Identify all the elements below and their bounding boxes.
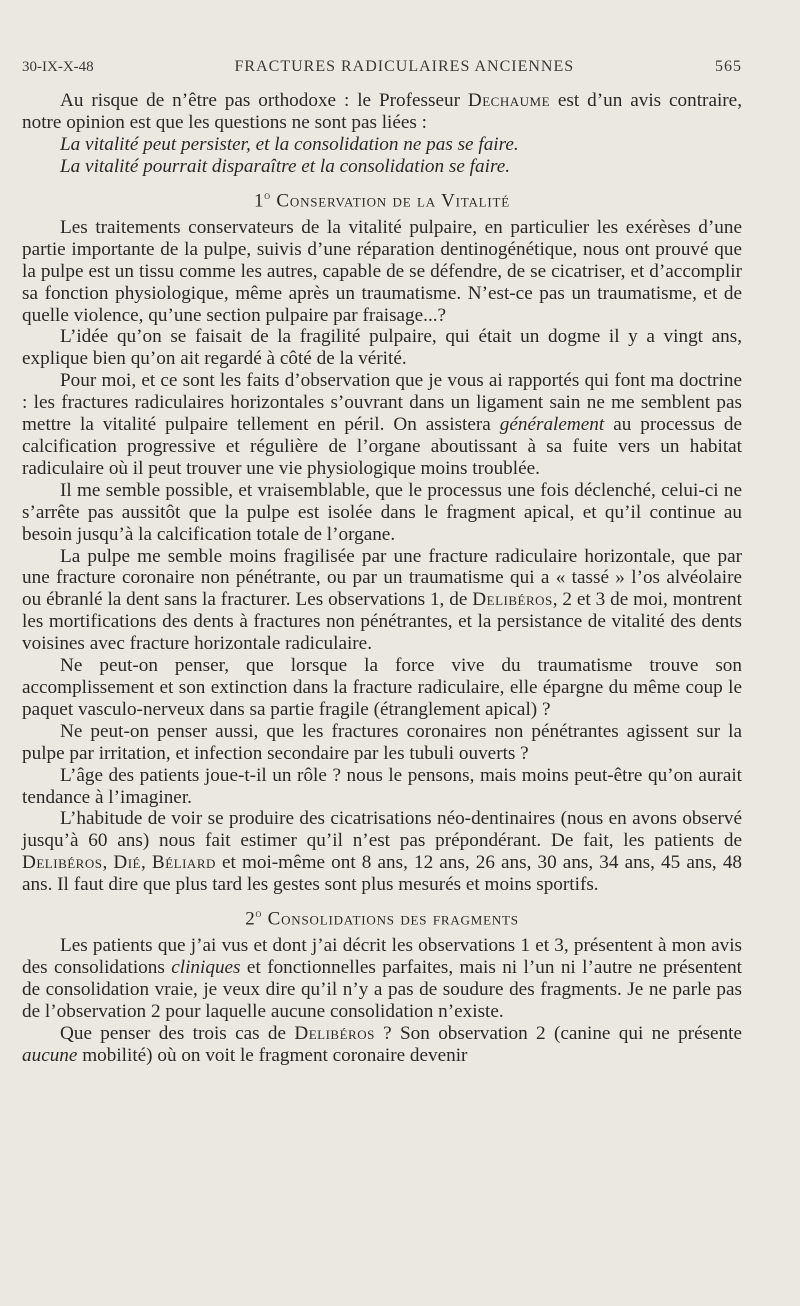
paragraph: Il me semble possible, et vraisemblable, que le processus une fois déclenché, celui-ci ne s’arrête pas aussitôt que la pulpe est isolée dans le fragment apical, et qu’il continue au besoin jusqu’à la calcification totale de l’organe. xyxy=(22,479,742,545)
author-name: Dié xyxy=(113,852,142,874)
italic-statement: La vitalité pourrait disparaître et la consolidation se faire. xyxy=(60,155,511,177)
text-run: ? Son observation 2 (canine qui ne présente xyxy=(374,1023,743,1044)
emphasis: aucune xyxy=(22,1044,78,1066)
text-run: , xyxy=(141,852,152,874)
body-text xyxy=(22,90,742,1067)
text-run: et fonctionnelles parfaites, mais ni l’un ni l’autre ne présentent de consolidation vraie, je veux dire qu’il n’y a pas de soudure des fragments. Je ne parle pas de l’observation 2 pour laquelle aucune consolidation n’existe. xyxy=(22,957,742,1023)
paragraph: Ne peut-on penser, que lorsque la force vive du traumatisme trouve son accomplissement et son extinction dans la fracture radiculaire, elle épargne du même coup le paquet vasculo-nerveux dans sa partie fragile (étranglement apical) ? xyxy=(22,655,742,720)
text-run: Les patients que j’ai vus et dont j’ai décrit les observations 1 et 3, présentent à mon avis des consolidations xyxy=(22,935,742,979)
section-heading xyxy=(22,903,742,930)
text-run: mobilité) où on voit le fragment coronaire devenir xyxy=(77,1044,468,1066)
running-header xyxy=(22,58,742,76)
paragraph: L’âge des patients joue-t-il un rôle ? nous le pensons, mais moins peut-être qu’on aurait tendance à l’imaginer. xyxy=(22,764,742,808)
text-run: L’habitude de voir se produire des cicatrisations néo-dentinaires (nous en avons observé jusqu’à 60 ans) nous fait estimer qu’il n’est pas prépondérant. De fait, les patients de xyxy=(22,808,742,852)
text-run: Au risque de n’être pas orthodoxe : le Professeur xyxy=(60,90,468,111)
heading-text: Conservation de la Vitalité xyxy=(270,189,511,211)
emphasis: généralement xyxy=(499,414,605,436)
paragraph xyxy=(22,935,742,1023)
text-run: et moi-même ont 8 ans, 12 ans, 26 ans, 30 ans, 34 ans, 45 ans, 48 ans. Il faut dire que plus tard les gestes sont plus mesurés et moins sportifs. xyxy=(22,852,743,896)
paragraph xyxy=(22,546,742,656)
author-name: Delibéros xyxy=(22,852,103,874)
heading-text: Consolidations des fragments xyxy=(262,908,519,930)
text-run: La pulpe me semble moins fragilisée par une fracture radiculaire horizontale, que par une fracture coronaire non pénétrante, ou par un traumatisme qui a « tassé » l’os alvéolaire ou ébranlé la dent sans la fracturer. Les observations 1, de xyxy=(22,545,742,611)
paragraph xyxy=(22,808,742,896)
paragraph: Les traitements conservateurs de la vitalité pulpaire, en particulier les exérèses d’une partie importante de la pulpe, suivis d’une réparation dentinogénétique, nous ont prouvé que la pulpe est un tissu comme les autres, capable de se défendre, de se cicatriser, et d’accomplir sa fonction physiologique, même après un traumatisme. N’est-ce pas un traumatisme, et de quelle violence, qu’une section pulpaire par fraisage...? xyxy=(22,216,742,326)
text-run: au processus de calcification progressive et régulière de l’organe aboutissant à sa fuite vers un habitat radiculaire où il peut trouver une vie physiologique moins troublée. xyxy=(22,414,742,479)
text-run: , xyxy=(102,852,114,874)
header-code: 30-IX-X-48 xyxy=(22,59,94,75)
text-run: est d’un avis contraire, notre opinion est que les questions ne sont pas liées : xyxy=(22,90,742,133)
text-run: Pour moi, et ce sont les faits d’observation que je vous ai rapportés qui font ma doctrine : les fractures radiculaires horizontales s’ouvrant dans un ligament sain ne me semblent pas mettre la vitalité pulpaire tellement en péril. On assistera xyxy=(22,370,742,436)
paragraph: L’idée qu’on se faisait de la fragilité pulpaire, qui était un dogme il y a vingt ans, explique bien qu’on ait regardé à côté de la vérité. xyxy=(22,326,742,370)
page-number: 565 xyxy=(715,58,742,75)
author-name: Dechaume xyxy=(467,90,551,111)
running-title: FRACTURES RADICULAIRES ANCIENNES xyxy=(234,58,575,75)
author-name: Delibéros xyxy=(294,1023,375,1044)
emphasis: cliniques xyxy=(171,957,241,979)
paragraph xyxy=(22,90,742,134)
italic-statement: La vitalité peut persister, et la consolidation ne pas se faire. xyxy=(60,133,519,155)
heading-ordinal: o xyxy=(255,908,263,921)
heading-number: 1 xyxy=(253,189,265,211)
text-run: , 2 et 3 de moi, montrent les mortifications des dents à fractures non pénétrantes, et la persistance de vitalité des dents voisines avec fracture horizontale radiculaire. xyxy=(22,589,742,655)
paragraph xyxy=(22,1023,742,1067)
heading-ordinal: o xyxy=(264,189,271,202)
paragraph xyxy=(22,370,742,480)
heading-number: 2 xyxy=(245,908,256,930)
author-name: Delibéros xyxy=(472,589,553,611)
section-heading xyxy=(22,185,742,212)
paragraph: Ne peut-on penser aussi, que les fractures coronaires non pénétrantes agissent sur la pulpe par irritation, et infection secondaire par les tubuli ouverts ? xyxy=(22,720,742,764)
text-run: Que penser des trois cas de xyxy=(60,1023,295,1044)
author-name: Béliard xyxy=(151,852,216,874)
